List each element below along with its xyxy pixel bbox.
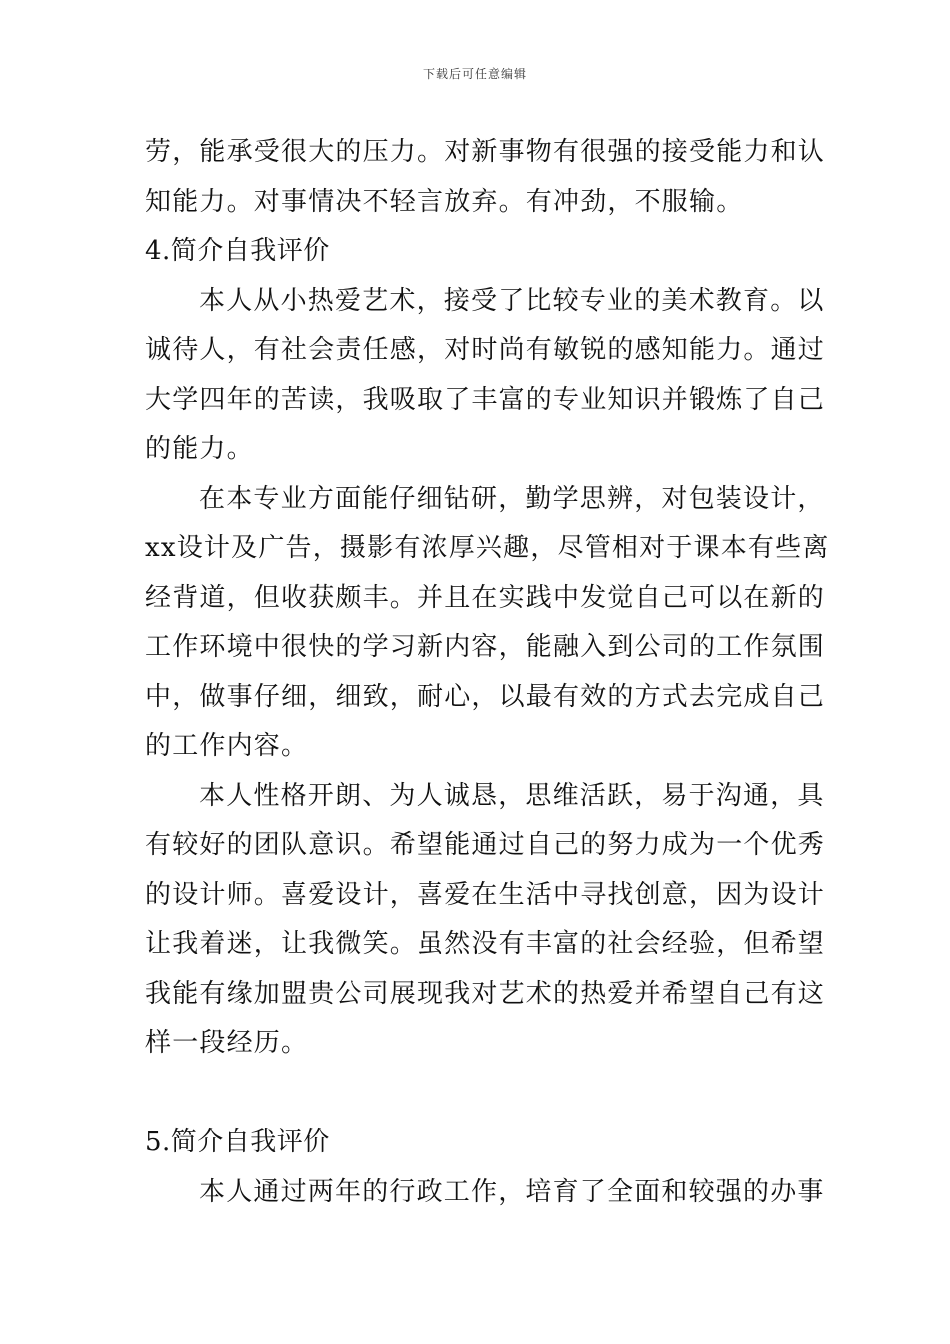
blank-line <box>145 1069 810 1119</box>
text-line: 样一段经历。 <box>145 1028 309 1058</box>
text-line: 大学四年的苦读，我吸取了丰富的专业知识并锻炼了自己 <box>145 384 826 415</box>
text-line: 中，做事仔细，细致，耐心，以最有效的方式去完成自己 <box>145 681 826 712</box>
page-header-note: 下载后可任意编辑 <box>422 67 527 81</box>
continuation-paragraph <box>145 128 826 227</box>
text-line: 知能力。对事情决不轻言放弃。有冲劲，不服输。 <box>145 186 744 217</box>
text-line: 我能有缘加盟贵公司展现我对艺术的热爱并希望自己有这 <box>145 978 826 1009</box>
text-line: 劳，能承受很大的压力。对新事物有很强的接受能力和认 <box>145 137 826 167</box>
text-line: 有较好的团队意识。希望能通过自己的努力成为一个优秀 <box>145 830 826 860</box>
text-line: 的工作内容。 <box>145 731 309 761</box>
section-4-paragraph-3 <box>145 772 826 1069</box>
text-line: 本人通过两年的行政工作，培育了全面和较强的办事 <box>199 1176 825 1207</box>
text-line: 诚待人，有社会责任感，对时尚有敏锐的感知能力。通过 <box>145 335 826 365</box>
document-body <box>145 128 830 1217</box>
text-line: 的能力。 <box>145 434 254 464</box>
text-line: 在本专业方面能仔细钻研，勤学思辨，对包装设计， <box>199 483 825 514</box>
section-4-heading: 4.简介自我评价 <box>145 236 330 266</box>
text-line: 本人从小热爱艺术，接受了比较专业的美术教育。以 <box>199 285 825 316</box>
section-4-paragraph-2 <box>145 475 830 772</box>
section-5-paragraph-1 <box>145 1168 825 1218</box>
section-5-heading: 5.简介自我评价 <box>145 1127 330 1157</box>
text-line: 的设计师。喜爱设计，喜爱在生活中寻找创意，因为设计 <box>145 879 826 910</box>
text-line: 本人性格开朗、为人诚恳，思维活跃，易于沟通，具 <box>199 780 825 811</box>
text-line: xx设计及广告，摄影有浓厚兴趣，尽管相对于课本有些离 <box>145 533 830 563</box>
text-line: 让我着迷，让我微笑。虽然没有丰富的社会经验，但希望 <box>145 929 826 959</box>
text-line: 经背道，但收获颇丰。并且在实践中发觉自己可以在新的 <box>145 582 826 613</box>
text-line: 工作环境中很快的学习新内容，能融入到公司的工作氛围 <box>145 632 826 662</box>
section-4-paragraph-1 <box>145 277 826 475</box>
